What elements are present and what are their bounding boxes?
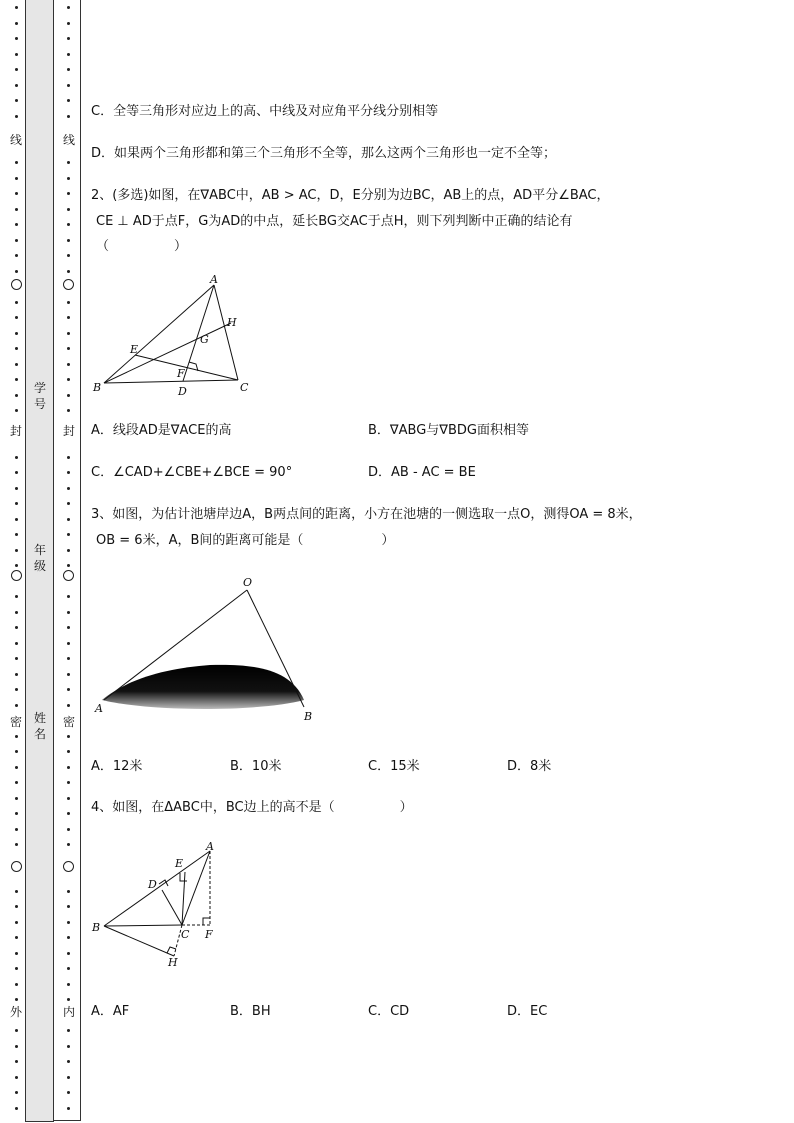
binding-dot bbox=[67, 254, 70, 257]
binding-dot bbox=[67, 843, 70, 846]
grade-label: 年级 bbox=[33, 543, 46, 573]
binding-dot bbox=[15, 6, 18, 9]
name-label: 姓名 bbox=[33, 711, 46, 741]
binding-dot bbox=[15, 642, 18, 645]
left-seal-mark-7: 外 bbox=[10, 1005, 23, 1019]
q2-label-B: B bbox=[93, 381, 102, 394]
q3-option-a: A．12米 bbox=[91, 759, 143, 774]
binding-dot bbox=[67, 642, 70, 645]
q2-option-a: A．线段AD是∇ACE的高 bbox=[91, 423, 232, 438]
binding-dot bbox=[15, 781, 18, 784]
binding-dot bbox=[67, 657, 70, 660]
binding-dot bbox=[67, 68, 70, 71]
binding-dot bbox=[67, 611, 70, 614]
binding-dot bbox=[67, 890, 70, 893]
student-id-label: 学号 bbox=[33, 381, 46, 411]
q2-label-H: H bbox=[227, 316, 237, 329]
binding-dot bbox=[67, 1076, 70, 1079]
q3-option-d: D．8米 bbox=[507, 759, 552, 774]
q2-stem-line3: （ ） bbox=[96, 239, 188, 254]
binding-dot bbox=[15, 936, 18, 939]
binding-dot bbox=[15, 37, 18, 40]
binding-dot bbox=[15, 1076, 18, 1079]
binding-dot bbox=[15, 1029, 18, 1032]
right-circle-mark-2 bbox=[63, 570, 74, 581]
binding-dot bbox=[67, 53, 70, 56]
left-seal-mark-1: 线 bbox=[10, 133, 23, 147]
binding-dot bbox=[67, 673, 70, 676]
binding-dot bbox=[15, 905, 18, 908]
q4-stem: 4、如图，在ΔABC中，BC边上的高不是（ ） bbox=[91, 800, 413, 815]
binding-dot bbox=[67, 316, 70, 319]
binding-dot bbox=[67, 394, 70, 397]
binding-dot bbox=[67, 905, 70, 908]
left-seal-mark-3: 封 bbox=[10, 424, 23, 438]
q2-option-d: D．AB - AC = BE bbox=[368, 465, 476, 480]
binding-dot bbox=[15, 750, 18, 753]
q3-label-O: O bbox=[243, 576, 253, 589]
left-circle-mark-3 bbox=[11, 861, 22, 872]
binding-dot bbox=[15, 68, 18, 71]
q3-option-b: B．10米 bbox=[230, 759, 282, 774]
binding-dot bbox=[67, 766, 70, 769]
q2-label-G: G bbox=[200, 333, 209, 346]
binding-dot bbox=[67, 378, 70, 381]
q4-label-A: A bbox=[206, 840, 214, 853]
binding-dot bbox=[67, 518, 70, 521]
q4-triangle-figure bbox=[88, 836, 228, 974]
binding-dot bbox=[15, 983, 18, 986]
binding-dot bbox=[15, 363, 18, 366]
binding-dot bbox=[67, 6, 70, 9]
binding-dot bbox=[15, 115, 18, 118]
binding-dot bbox=[67, 549, 70, 552]
binding-dot bbox=[67, 626, 70, 629]
q1-option-c: C．全等三角形对应边上的高、中线及对应角平分线分别相等 bbox=[91, 104, 439, 119]
pond-shape bbox=[102, 665, 304, 709]
left-circle-mark-1 bbox=[11, 279, 22, 290]
binding-dot bbox=[67, 22, 70, 25]
binding-dot bbox=[67, 967, 70, 970]
left-seal-mark-5: 密 bbox=[10, 715, 23, 729]
binding-dot bbox=[15, 952, 18, 955]
binding-dot bbox=[67, 936, 70, 939]
q4-label-E: E bbox=[175, 857, 184, 870]
binding-dot bbox=[67, 223, 70, 226]
right-circle-mark-1 bbox=[63, 279, 74, 290]
q2-label-A: A bbox=[210, 273, 218, 286]
binding-dot bbox=[15, 766, 18, 769]
q3-pond-figure bbox=[90, 572, 325, 727]
binding-dot bbox=[67, 347, 70, 350]
binding-dot bbox=[67, 502, 70, 505]
right-seal-mark-1: 线 bbox=[63, 133, 76, 147]
binding-dot bbox=[15, 595, 18, 598]
binding-dot bbox=[15, 53, 18, 56]
q4-label-H: H bbox=[168, 956, 178, 969]
binding-dot bbox=[67, 239, 70, 242]
binding-dot bbox=[15, 533, 18, 536]
binding-dot bbox=[67, 983, 70, 986]
q2-triangle-figure bbox=[88, 270, 258, 400]
q2-label-D: D bbox=[178, 385, 187, 398]
binding-dot bbox=[67, 812, 70, 815]
binding-dot bbox=[15, 409, 18, 412]
q4-option-c: C．CD bbox=[368, 1004, 410, 1019]
binding-dot bbox=[15, 518, 18, 521]
binding-dot bbox=[67, 270, 70, 273]
binding-dot bbox=[67, 998, 70, 1001]
binding-dot bbox=[67, 456, 70, 459]
binding-dot bbox=[67, 828, 70, 831]
binding-margin bbox=[0, 0, 82, 1123]
binding-dot bbox=[67, 471, 70, 474]
q4-label-C: C bbox=[181, 928, 190, 941]
binding-dot bbox=[67, 301, 70, 304]
binding-dot bbox=[67, 192, 70, 195]
binding-dot bbox=[67, 208, 70, 211]
binding-dot bbox=[15, 254, 18, 257]
binding-dot bbox=[15, 316, 18, 319]
binding-dot bbox=[15, 564, 18, 567]
binding-dot bbox=[15, 99, 18, 102]
binding-dot bbox=[67, 750, 70, 753]
binding-dot bbox=[67, 1107, 70, 1110]
binding-dot bbox=[67, 177, 70, 180]
binding-dot bbox=[67, 1045, 70, 1048]
binding-dot bbox=[15, 208, 18, 211]
q4-label-D: D bbox=[148, 878, 157, 891]
binding-dot bbox=[15, 688, 18, 691]
binding-dot bbox=[15, 890, 18, 893]
binding-dot bbox=[15, 192, 18, 195]
binding-dot bbox=[15, 843, 18, 846]
binding-dot bbox=[15, 735, 18, 738]
binding-dot bbox=[15, 1091, 18, 1094]
q4-option-b: B．BH bbox=[230, 1004, 271, 1019]
q2-label-E: E bbox=[130, 343, 139, 356]
binding-dot bbox=[67, 37, 70, 40]
binding-dot bbox=[15, 301, 18, 304]
binding-dot bbox=[15, 22, 18, 25]
binding-dot bbox=[15, 394, 18, 397]
binding-dot bbox=[67, 1029, 70, 1032]
q4-label-B: B bbox=[92, 921, 101, 934]
binding-dot bbox=[15, 549, 18, 552]
binding-dot bbox=[67, 704, 70, 707]
binding-dot bbox=[15, 177, 18, 180]
left-circle-mark-2 bbox=[11, 570, 22, 581]
binding-dot bbox=[67, 1060, 70, 1063]
binding-dot bbox=[67, 735, 70, 738]
q4-label-F: F bbox=[205, 928, 213, 941]
binding-dot bbox=[15, 1060, 18, 1063]
binding-dot bbox=[67, 921, 70, 924]
binding-dot bbox=[15, 704, 18, 707]
binding-dot bbox=[15, 1045, 18, 1048]
binding-dot bbox=[67, 781, 70, 784]
binding-dot bbox=[67, 84, 70, 87]
binding-dot bbox=[15, 967, 18, 970]
binding-border-line bbox=[80, 0, 81, 1121]
binding-dot bbox=[15, 270, 18, 273]
q3-option-c: C．15米 bbox=[368, 759, 420, 774]
q2-stem-line2: CE ⊥ AD于点F，G为AD的中点，延长BG交AC于点H，则下列判断中正确的结论有 bbox=[96, 214, 573, 229]
q3-stem-line1: 3、如图，为估计池塘岸边A，B两点间的距离，小方在池塘的一侧选取一点O，测得OA = 8米， bbox=[91, 507, 642, 522]
binding-dot bbox=[15, 471, 18, 474]
q3-label-B: B bbox=[304, 710, 313, 723]
binding-dot bbox=[15, 347, 18, 350]
binding-dot bbox=[67, 797, 70, 800]
binding-dot bbox=[67, 332, 70, 335]
right-seal-mark-7: 内 bbox=[63, 1005, 76, 1019]
binding-dot bbox=[15, 657, 18, 660]
binding-dot bbox=[15, 378, 18, 381]
binding-dot bbox=[15, 1107, 18, 1110]
q1-option-d: D．如果两个三角形都和第三个三角形不全等，那么这两个三角形也一定不全等； bbox=[91, 146, 557, 161]
q3-stem-line2: OB = 6米，A，B间的距离可能是（ ） bbox=[96, 533, 395, 548]
binding-dot bbox=[67, 533, 70, 536]
binding-dot bbox=[15, 828, 18, 831]
binding-dot bbox=[15, 487, 18, 490]
binding-dot bbox=[67, 115, 70, 118]
q2-option-c: C．∠CAD+∠CBE+∠BCE = 90° bbox=[91, 465, 293, 480]
binding-dot bbox=[67, 688, 70, 691]
binding-dot bbox=[15, 921, 18, 924]
binding-dot bbox=[15, 502, 18, 505]
right-seal-mark-5: 密 bbox=[63, 715, 76, 729]
q2-option-b: B．∇ABG与∇BDG面积相等 bbox=[368, 423, 529, 438]
binding-dot bbox=[67, 564, 70, 567]
binding-dot bbox=[15, 626, 18, 629]
q2-label-C: C bbox=[240, 381, 249, 394]
q2-label-F: F bbox=[177, 367, 185, 380]
binding-dot bbox=[15, 332, 18, 335]
binding-dot bbox=[67, 409, 70, 412]
q4-option-a: A．AF bbox=[91, 1004, 130, 1019]
binding-dot bbox=[15, 998, 18, 1001]
binding-dot bbox=[15, 223, 18, 226]
q4-option-d: D．EC bbox=[507, 1004, 548, 1019]
binding-dot bbox=[67, 161, 70, 164]
binding-dot bbox=[67, 952, 70, 955]
binding-dot bbox=[67, 363, 70, 366]
binding-dot bbox=[15, 797, 18, 800]
binding-dot bbox=[67, 1091, 70, 1094]
binding-dot bbox=[15, 84, 18, 87]
binding-dot bbox=[15, 239, 18, 242]
left-dot-column bbox=[14, 0, 20, 1123]
binding-dot bbox=[67, 487, 70, 490]
binding-dot bbox=[67, 99, 70, 102]
right-dot-column bbox=[66, 0, 72, 1123]
binding-dot bbox=[15, 812, 18, 815]
q3-label-A: A bbox=[95, 702, 103, 715]
binding-dot bbox=[67, 595, 70, 598]
right-seal-mark-3: 封 bbox=[63, 424, 76, 438]
q2-stem-line1: 2、(多选)如图，在∇ABC中，AB > AC，D，E分别为边BC，AB上的点，AD平分∠BAC， bbox=[91, 188, 610, 203]
right-circle-mark-3 bbox=[63, 861, 74, 872]
binding-dot bbox=[15, 673, 18, 676]
binding-dot bbox=[15, 161, 18, 164]
binding-dot bbox=[15, 456, 18, 459]
binding-dot bbox=[15, 611, 18, 614]
